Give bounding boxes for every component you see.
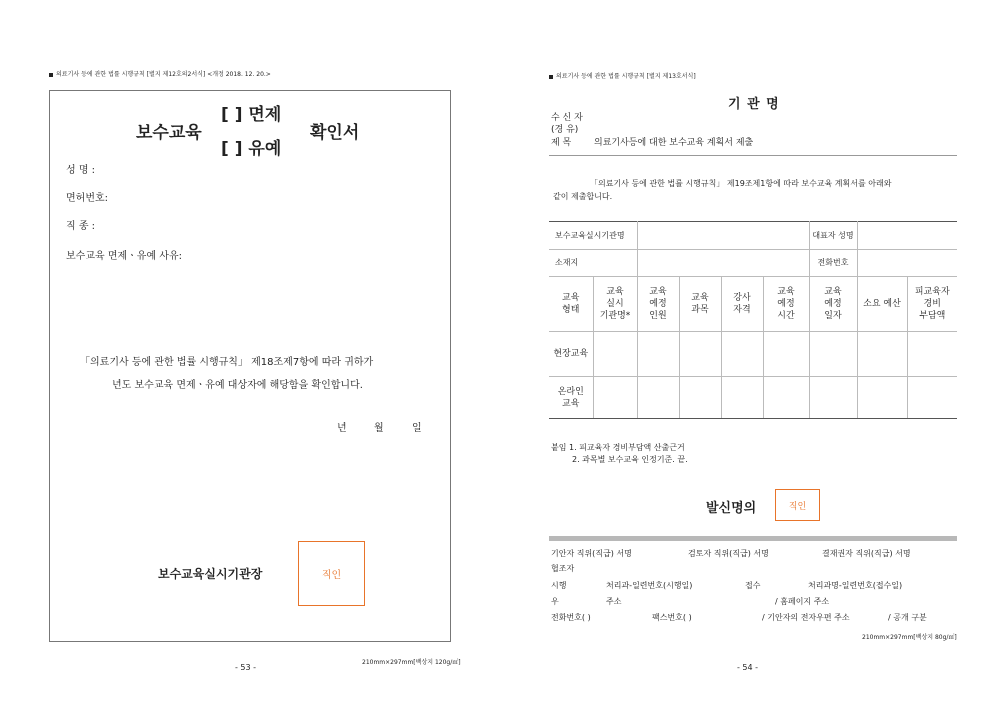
- table-cell[interactable]: [637, 377, 679, 419]
- column-header: 교육 예정 인원: [637, 277, 679, 332]
- square-bullet-icon: [49, 73, 53, 77]
- date-day: 일: [412, 423, 422, 434]
- certificate-body-line1: 「의료기사 등에 관한 법률 시행규칙」 제18조제7항에 따라 귀하가: [80, 357, 374, 368]
- receipt-label: 접수: [745, 581, 761, 590]
- certificate-title-prefix: 보수교육: [136, 123, 202, 143]
- table-cell[interactable]: [679, 332, 721, 377]
- table-cell[interactable]: [907, 332, 957, 377]
- square-bullet-icon: [549, 75, 553, 79]
- name-field: 성 명 :: [66, 165, 96, 176]
- attachment-line1: 붙임 1. 피교육자 경비부담액 산출근거: [551, 443, 685, 452]
- address-value[interactable]: [637, 250, 809, 277]
- subject-text: 의료기사등에 대한 보수교육 계획서 제출: [594, 138, 754, 148]
- table-cell[interactable]: [809, 377, 857, 419]
- reason-field: 보수교육 면제ㆍ유예 사유:: [66, 251, 182, 262]
- seal-label: 직인: [788, 501, 807, 512]
- institution-name-label: 보수교육실시기관명: [549, 222, 637, 250]
- row-label-online: 온라인 교육: [549, 377, 593, 419]
- certificate-title-suffix: 확인서: [310, 123, 360, 143]
- table-cell[interactable]: [857, 377, 907, 419]
- zip-label: 우: [551, 597, 559, 606]
- signer-title: 보수교육실시기관장: [158, 567, 263, 581]
- table-cell[interactable]: [593, 332, 637, 377]
- table-cell[interactable]: [763, 377, 809, 419]
- date-year: 년: [337, 423, 347, 434]
- date-month: 월: [374, 423, 384, 434]
- table-cell[interactable]: [721, 377, 763, 419]
- column-header: 교육 형태: [549, 277, 593, 332]
- submission-body-line1: 「의료기사 등에 관한 법률 시행규칙」 제19조제1항에 따라 보수교육 계획서를 아래와: [590, 179, 892, 188]
- column-header: 교육 예정 시간: [763, 277, 809, 332]
- column-header: 강사 자격: [721, 277, 763, 332]
- reviewer-field: 검토자 직위(직급) 서명: [688, 549, 769, 558]
- drafter-field: 기안자 직위(직급) 서명: [551, 549, 632, 558]
- homepage-field: / 홈페이지 주소: [775, 597, 830, 606]
- approver-field: 결재권자 직위(직급) 서명: [822, 549, 911, 558]
- sender-name: 발신명의: [706, 501, 757, 516]
- organization-title: 기 관 명: [728, 97, 780, 112]
- certificate-body-line2: 년도 보수교육 면제ㆍ유예 대상자에 해당함을 확인합니다.: [112, 380, 363, 391]
- fax-field: 팩스번호( ): [652, 613, 692, 622]
- column-header: 피교육자 경비 부담액: [907, 277, 957, 332]
- address-field: 주소: [606, 597, 622, 606]
- right-paper-spec: 210mm×297mm[백상지 80g/㎡]: [862, 634, 957, 641]
- official-seal-box: [775, 489, 820, 521]
- submission-body-line2: 같이 제출합니다.: [553, 192, 613, 201]
- license-number-field: 면허번호:: [66, 193, 109, 204]
- address-label: 소재지: [549, 250, 637, 277]
- cooperator-field: 협조자: [551, 564, 575, 573]
- column-header: 소요 예산: [857, 277, 907, 332]
- right-page-header: 의료기사 등에 관한 법률 시행규칙 [별지 제13호서식]: [549, 71, 696, 80]
- table-cell[interactable]: [721, 332, 763, 377]
- subject-label: 제 목: [551, 138, 572, 148]
- table-cell[interactable]: [679, 377, 721, 419]
- enforce-label: 시행: [551, 581, 567, 590]
- footer-divider: [549, 536, 957, 541]
- deferral-option: [ ] 유예: [221, 139, 282, 159]
- right-page-number: - 54 -: [737, 663, 759, 672]
- phone-value[interactable]: [857, 250, 957, 277]
- recipient-label: 수 신 자: [551, 113, 583, 123]
- column-header: 교육 예정 일자: [809, 277, 857, 332]
- phone-label: 전화번호: [809, 250, 857, 277]
- representative-value[interactable]: [857, 222, 957, 250]
- table-cell[interactable]: [593, 377, 637, 419]
- via-label: (경 유): [551, 125, 579, 135]
- table-cell[interactable]: [809, 332, 857, 377]
- column-header: 교육 과목: [679, 277, 721, 332]
- official-seal-box: [298, 541, 365, 606]
- table-cell[interactable]: [637, 332, 679, 377]
- left-page-number: - 53 -: [235, 663, 257, 672]
- table-cell[interactable]: [763, 332, 809, 377]
- exemption-option: [ ] 면제: [221, 105, 282, 125]
- representative-label: 대표자 성명: [809, 222, 857, 250]
- column-header: 교육 실시 기관명*: [593, 277, 637, 332]
- receipt-number: 처리과명-일련번호(접수일): [808, 581, 903, 590]
- enforce-number: 처리과-일련번호(시행일): [606, 581, 693, 590]
- seal-label: 직인: [321, 570, 342, 581]
- attachment-line2: 2. 과목별 보수교육 인정기준. 끝.: [572, 455, 688, 464]
- table-cell[interactable]: [857, 332, 907, 377]
- table-cell[interactable]: [907, 377, 957, 419]
- phone-field: 전화번호( ): [551, 613, 591, 622]
- disclosure-field: / 공개 구분: [888, 613, 927, 622]
- header-divider: [549, 155, 957, 156]
- job-type-field: 직 종 :: [66, 221, 96, 232]
- institution-name-value[interactable]: [637, 222, 809, 250]
- email-field: / 기안자의 전자우편 주소: [762, 613, 850, 622]
- row-label-onsite: 현장교육: [549, 332, 593, 377]
- left-paper-spec: 210mm×297mm[백상지 120g/㎡]: [362, 659, 461, 666]
- education-plan-table: [549, 221, 957, 419]
- left-page-header: 의료기사 등에 관한 법률 시행규칙 [별지 제12호의2서식] <개정 2018. 12. 20.>: [49, 69, 271, 78]
